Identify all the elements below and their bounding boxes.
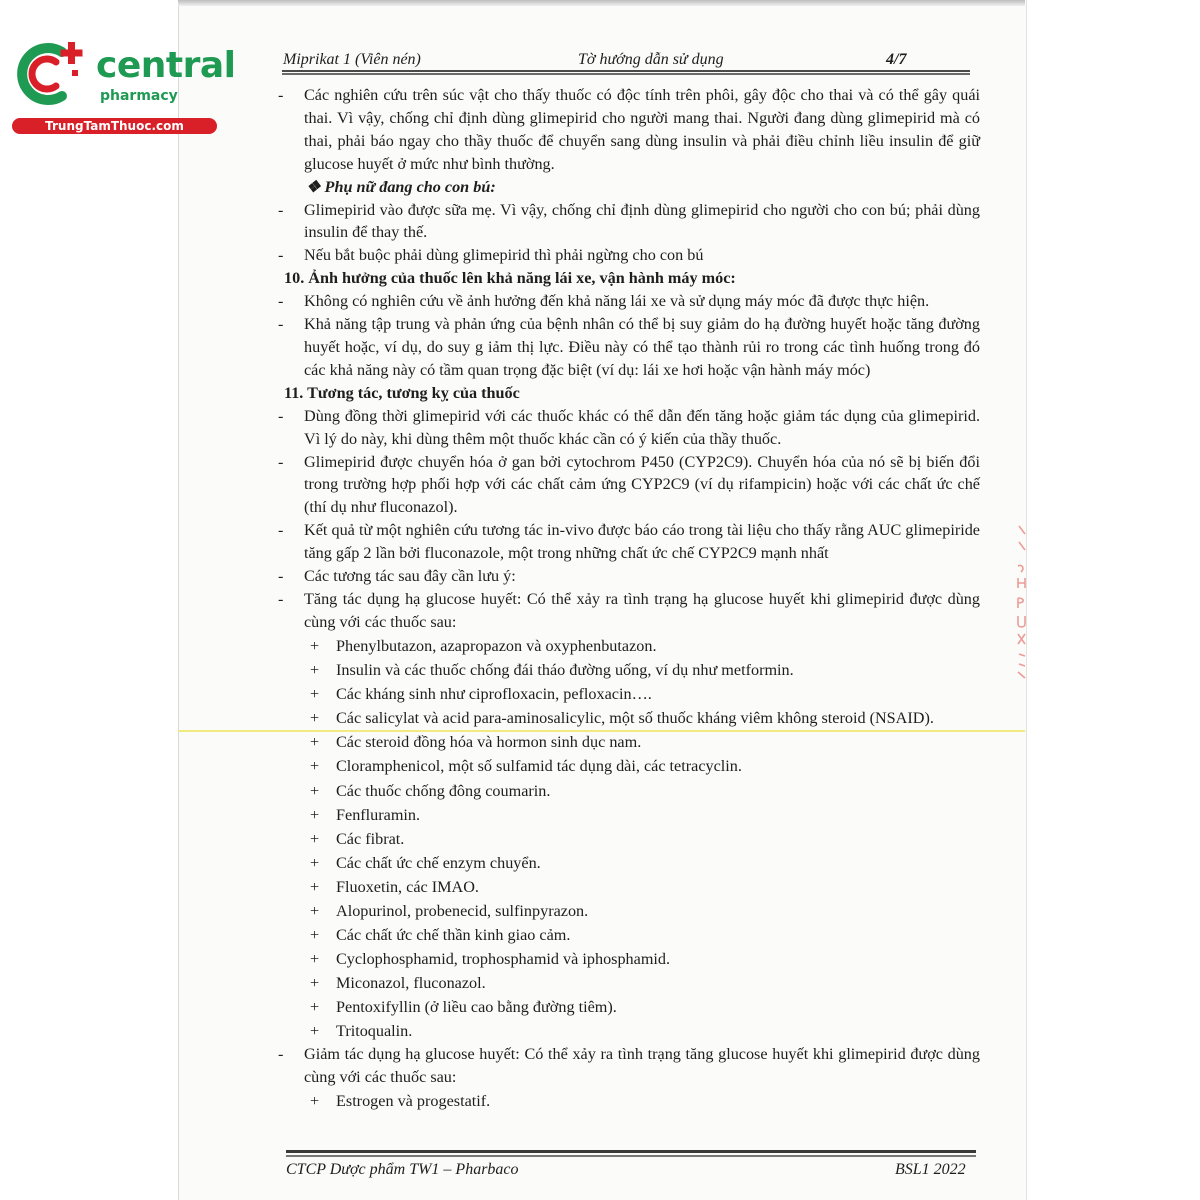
list-item: + Các steroid đồng hóa và hormon sinh dục nam. xyxy=(270,731,980,754)
header-rule xyxy=(282,70,970,75)
list-item: + Cloramphenicol, một số sulfamid tác dụng dài, các tetracyclin. xyxy=(270,755,980,778)
scan-highlight-line xyxy=(178,730,1025,732)
paragraph: - Kết quả từ một nghiên cứu tương tác in-vivo được báo cáo trong tài liệu cho thấy rằng AUC glimepiride tăng gấp 2 lần bởi fluconazole, một trong những chất ức chế CYP2C9 mạnh nhất xyxy=(270,519,980,565)
footer-rule xyxy=(286,1150,976,1157)
paragraph: - Giảm tác dụng hạ glucose huyết: Có thể xảy ra tình trạng tăng glucose huyết khi glimepirid được dùng cùng với các thuốc sau: xyxy=(270,1043,980,1089)
list-item: + Các salicylat và acid para-aminosalicylic, một số thuốc kháng viêm không steroid (NSAID). xyxy=(270,707,980,730)
list-item: + Các thuốc chống đông coumarin. xyxy=(270,780,980,803)
list-item: + Fluoxetin, các IMAO. xyxy=(270,876,980,899)
list-item: + Phenylbutazon, azapropazon và oxyphenbutazon. xyxy=(270,635,980,658)
paragraph: - Không có nghiên cứu về ảnh hưởng đến khả năng lái xe và sử dụng máy móc đã được thực hiện. xyxy=(270,290,980,313)
list-item: + Các fibrat. xyxy=(270,828,980,851)
list-item: + Tritoqualin. xyxy=(270,1020,980,1043)
logo-name: central xyxy=(96,45,236,86)
paragraph: - Khả năng tập trung và phản ứng của bệnh nhân có thể bị suy giảm do hạ đường huyết hoặc tăng đường huyết hoặc, ví dụ, do suy g iảm thị lực. Điều này có thể tạo thành rủi ro trong các tình huống trong đó các khả năng này có tầm quan trọng đặc biệt (ví dụ: lái xe hơi hoặc vận hành máy móc) xyxy=(270,313,980,382)
list-item: + Fenfluramin. xyxy=(270,804,980,827)
paragraph: - Các nghiên cứu trên súc vật cho thấy thuốc có độc tính trên phôi, gây độc cho thai và có thể gây quái thai. Vì vậy, chống chỉ định dùng glimepirid cho người mang thai. Người đang dùng glimepirid mà có thai, phải báo ngay cho thầy thuốc để chuyển sang dùng insulin và phải điều chỉnh liều insulin để giữ glucose huyết ở mức như bình thường. xyxy=(270,84,980,176)
page-number: 4/7 xyxy=(886,51,907,68)
footer-version: BSL1 2022 xyxy=(895,1161,966,1178)
list-item: + Các chất ức chế enzym chuyển. xyxy=(270,852,980,875)
pharmacy-cross-icon xyxy=(12,38,92,110)
section-heading-11: 11. Tương tác, tương kỵ của thuốc xyxy=(284,383,520,402)
paragraph: - Tăng tác dụng hạ glucose huyết: Có thể xảy ra tình trạng hạ glucose huyết khi glimepirid được dùng cùng với các thuốc sau: xyxy=(270,588,980,634)
section-heading-10: 10. Ảnh hưởng của thuốc lên khả năng lái xe, vận hành máy móc: xyxy=(284,269,736,288)
logo-subtitle: pharmacy xyxy=(100,88,178,104)
stamp-fragment xyxy=(1013,520,1031,685)
subheading-breastfeeding: ❖ Phụ nữ đang cho con bú: xyxy=(306,177,496,196)
document-body xyxy=(270,84,980,1113)
paragraph: - Dùng đồng thời glimepirid với các thuốc khác có thể dẫn đến tăng hoặc giảm tác dụng của glimepirid. Vì lý do này, khi dùng thêm một thuốc khác cần có ý kiến của thầy thuốc. xyxy=(270,405,980,451)
central-pharmacy-logo xyxy=(8,36,236,136)
list-item: + Pentoxifyllin (ở liều cao bằng đường tiêm). xyxy=(270,996,980,1019)
list-item: + Cyclophosphamid, trophosphamid và iphosphamid. xyxy=(270,948,980,971)
paragraph: - Glimepirid vào được sữa mẹ. Vì vậy, chống chỉ định dùng glimepirid cho người cho con bú; phải dùng insulin để thay thế. xyxy=(270,199,980,245)
paragraph: - Các tương tác sau đây cần lưu ý: xyxy=(270,565,980,588)
paragraph: - Nếu bắt buộc phải dùng glimepirid thì phải ngừng cho con bú xyxy=(270,244,980,267)
header-product: Miprikat 1 (Viên nén) xyxy=(283,51,421,68)
footer-company: CTCP Dược phẩm TW1 – Pharbaco xyxy=(286,1161,519,1178)
list-item: + Các kháng sinh như ciprofloxacin, pefloxacin…. xyxy=(270,683,980,706)
page-top-edge xyxy=(178,0,1025,6)
logo-url-banner: TrungTamThuoc.com xyxy=(12,118,217,134)
list-item: + Alopurinol, probenecid, sulfinpyrazon. xyxy=(270,900,980,923)
paragraph: - Glimepirid được chuyển hóa ở gan bởi cytochrom P450 (CYP2C9). Chuyển hóa của nó sẽ bị biến đổi trong trường hợp phối hợp với các chất cảm ứng CYP2C9 (ví dụ rifampicin) hoặc với các chất ức chế (thí dụ như fluconazol). xyxy=(270,451,980,520)
list-item: + Miconazol, fluconazol. xyxy=(270,972,980,995)
list-item: + Estrogen và progestatif. xyxy=(270,1090,980,1113)
list-item: + Các chất ức chế thần kinh giao cảm. xyxy=(270,924,980,947)
header-doc-title: Tờ hướng dẫn sử dụng xyxy=(578,51,724,68)
list-item: + Insulin và các thuốc chống đái tháo đường uống, ví dụ như metformin. xyxy=(270,659,980,682)
